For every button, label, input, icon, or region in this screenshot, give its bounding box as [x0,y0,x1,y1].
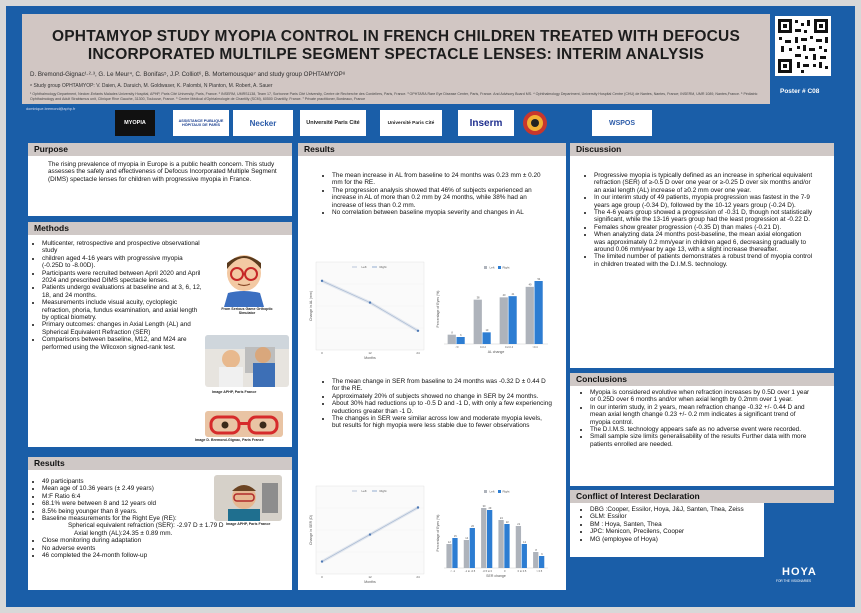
paris-cite-logo: Université Paris Cité [300,110,366,136]
ser-bar-chart [436,490,548,579]
x-tick-label: < -1 [450,570,455,573]
bar-right [508,296,516,344]
x-tick-label: 12 [368,351,372,355]
y-axis-label: Percentage of Eyes (%) [436,514,440,552]
list-item: • MG (employee of Hoya) [590,536,764,543]
x-tick-label: -1 to -0.5 [464,570,476,573]
x-tick-label: 0 [321,351,323,355]
al-line-chart [309,262,424,360]
y-axis-label: Percentage of Eyes (%) [436,290,440,328]
authors: D. Bremond-Gignac¹·²·³, G. Le Meur⁴, C. Bonifas⁵, J.P. Colliot⁶, B. Mortemousque⁷ and study group OPHTAMYOP⁸ [30,71,346,78]
results-ser-list [298,378,552,430]
results-left-list-2 [28,537,262,559]
child-glasses-illustration [214,249,274,307]
child-eyes-photo [205,411,283,437]
x-tick-label: <0 [455,346,459,349]
affiliations: ¹ Ophthalmology Department, Necker-Enfants Malades University Hospital, APHP, Paris Cité University, Paris, France. ² INSERM, UMRS1138, Team 17, Sorbonne Paris Cité University, Centre de Recherche des Cordeliers, Paris, France. ³ OPHTARA Rare Eye Disease Center, Paris, France. And Advisory Board MS. ⁴ Ophthalmology Department, University Hospital Centre (CHU) de Nantes, Nantes, France; INSERM, UMR 1089, Nantes,France. ⁵ Pédiatric Ophthalmology and Adult Strabismus unit, Clinique Rive Gauche, 31300, Toulouse, France. ⁶ Centre Médical d'Ophtalmologie de Chantilly (SCM), 60500 Chantilly, France. ⁷ Private practitioner, Bordeaux, France [30,92,758,101]
data-label: 8 [451,331,453,335]
list-item: • Participants were recruited between April 2020 and April 2024 and prescribed DIMS spectacle lenses. [42,270,202,285]
ser-charts [306,482,558,588]
data-point [417,330,419,332]
bar-left [500,297,508,344]
hoya-logo: HOYA [782,566,817,578]
list-item: • Patients undergo evaluations at baseline and at 3, 6, 12, 18, and 24 months. [42,284,202,299]
baseline-ser: Spherical equivalent refraction (SER): -2.97 D ± 1.79 D [68,522,224,530]
data-point [321,280,323,282]
legend-swatch [498,490,501,493]
ser-line-chart [309,486,424,584]
bar-right [487,510,492,568]
list-item: • Small sample size limits generalisability of the results Further data with more patients enrolled are needed. [590,433,812,448]
list-item: • Baseline measurements for the Right Eye (RE): [42,515,242,522]
purpose-heading: Purpose [28,143,292,156]
conclusions-heading: Conclusions [570,373,834,386]
caption-aphp-2: Image APHP, Paris France [226,522,271,526]
discussion-heading: Discussion [570,143,834,156]
y-axis-label: Change in SER (D) [309,515,313,545]
x-axis-label: AL change [487,350,505,354]
list-item: • Progressive myopia is typically defined as an increase in spherical equivalent refraction (SER) of ≥-0.5 D over one year or ≥-0.25 D over six months and/or an axial length (AL) increase of ≥0.2 mm over one year. [594,172,814,194]
list-item: • Primary outcomes: changes in Axial Length (AL) and Spherical Equivalent Refraction (SER) [42,321,202,336]
legend-right: Right [379,489,387,493]
list-item: • 68.1% were between 8 and 12 years old [42,500,242,507]
bar-right [470,528,475,568]
study-group: ⁸ Study group OPHTAMYOP: V. Daien, A. Daruich, M. Goldwaser, K. Palombi, N Pianton, M. Robert, A. Sauer [30,83,273,89]
bar-right [452,538,457,568]
data-label: 22 [505,520,509,524]
list-item: • When analyzing data 24 months post-baseline, the mean axial elongation was approximately 0.2 mm/year in children aged 6, decreasing gradually to around 0.06 mm/year by age 13, with a slight increase thereafter. [594,231,814,253]
page-title [22,28,770,64]
data-point [417,506,419,508]
coi-list [570,503,764,543]
list-item: • 8.5% being younger than 8 years. [42,508,242,515]
myopia-logo: MYOPIA [115,110,155,136]
al-charts [306,258,558,364]
list-item: • The limited number of patients demonstrates a robust trend of myopia control in children treated with the D.I.M.S. technology. [594,253,814,268]
list-item: • The mean change in SER from baseline to 24 months was -0.32 D ± 0.44 D for the RE. [332,378,552,393]
data-label: 38 [476,296,480,300]
bar-left [533,552,538,568]
discussion-panel [570,156,834,368]
x-axis-label: SER change [486,574,506,578]
bar-left [516,526,521,568]
data-label: 14 [465,536,469,540]
data-label: 49 [528,283,532,287]
list-item: • BM : Hoya, Santen, Thea [590,521,764,528]
x-tick-label: 0.2-0.4 [504,346,514,349]
header-panel [22,14,770,104]
x-tick-label: 24 [416,575,420,579]
list-item: • About 30% had reductions up to -0.5 D and -1 D, with only a few experiencing reductions greater than -1 D. [332,400,552,415]
data-label: 8 [535,548,537,552]
bar-left [526,287,534,344]
data-label: 20 [471,524,475,528]
data-label: 10 [485,329,489,333]
list-item: • children aged 4-16 years with progressive myopia (-0.25D to -8.00D). [42,255,202,270]
discussion-list [570,156,814,268]
bar-right [456,337,464,344]
aphp-logo: ASSISTANCE PUBLIQUE HÔPITAUX DE PARIS [173,110,229,136]
inserm-logo: Inserm [458,110,514,136]
legend-label: Right [502,489,510,494]
data-point [369,301,371,303]
legend-swatch [484,490,487,493]
coi-heading: Conflict of Interest Declaration [570,490,834,503]
bar-left [474,300,482,344]
conclusions-list [570,386,812,448]
list-item: • DBG :Cooper, Essilor, Hoya, J&J, Santen, Thea, Zeiss [590,506,764,513]
x-tick-label: >0.4 [532,346,538,349]
list-item: • Measurements include visual acuity, cycloplegic refraction, phoria, fundus examination, and axial length by optical biometry. [42,299,202,321]
list-item: • Females show greater progression (-0.35 D) than males (-0.21 D). [594,224,814,231]
list-item: • The D.I.M.S. technology appears safe as no adverse event were recorded. [590,426,812,433]
legend-right: Right [379,265,387,269]
caption-bremond: Image D. Bremond-Gignac, Paris France [195,438,264,442]
necker-logo: Necker [233,110,293,136]
data-label: 29 [488,506,492,510]
list-item: • The changes in SER were similar across low and moderate myopia levels, but results for high myopia were less stable due to fewer observations [332,415,552,430]
qr-code-icon[interactable] [775,16,831,76]
data-point [369,533,371,535]
list-item: • Comparisons between baseline, M12, and M24 are performed using the Wilcoxon signed-rank test. [42,336,202,351]
x-tick-label: 0 to 0.5 [517,570,527,573]
methods-panel [28,235,292,447]
legend-swatch [498,266,501,269]
caption-serious-game: From Serious Game Orthoptic Simulator [221,307,273,315]
list-item: • GLM: Essilor [590,513,764,520]
data-label: 41 [511,292,515,296]
bar-right [539,556,544,568]
wspos-logo: WSPOS [592,110,652,136]
y-axis-label: Change in AL (mm) [309,290,313,322]
list-item: • 49 participants [42,478,242,485]
list-item: • 46 completed the 24-month follow-up [42,552,262,559]
contact-email[interactable]: dominique.bremond@aphp.fr [26,107,76,111]
data-label: 24 [499,516,503,520]
bar-left [446,544,451,568]
purpose-panel [28,156,292,216]
results-center-panel [298,156,566,590]
child-exam-photo [214,475,282,521]
results-center-heading: Results [298,143,566,156]
bar-right [522,544,527,568]
legend-label: Left [489,265,495,270]
methods-heading: Methods [28,222,292,235]
list-item: • In our interim study, in 2 years, mean refraction change -0.32 +/- 0.44 D and mean axial length change 0.23 +/- 0.2 mm indicates a significant trend of myopia control. [590,404,812,426]
legend-label: Left [489,489,495,494]
x-tick-label: 0 [321,575,323,579]
list-item: • Close monitoring during adaptation [42,537,262,544]
x-tick-label: 12 [368,575,372,579]
list-item: • Multicenter, retrospective and prospective observational study [42,240,202,255]
list-item: • In our interim study of 49 patients, myopia progression was fastest in the 7-9 years age group (-0.34 D), followed by the 10-12 years group (-0.24 D). [594,194,814,209]
data-label: 30 [482,504,486,508]
bar-left [498,520,503,568]
x-tick-label: 0-0.2 [480,346,486,349]
legend-left: Left [361,265,367,269]
x-axis-label: Months [364,580,376,584]
bar-right [534,281,542,344]
results-al-list [298,156,552,216]
data-label: 12 [447,540,451,544]
x-tick-label: > 0.5 [536,570,543,573]
list-item: • Myopia is considered evolutive when refraction increases by 0.5D over 1 year or 0.25D over 6 months and/or when axial length by 0.2mm over 1 year. [590,389,812,404]
results-left-list [28,470,242,522]
data-label: 12 [523,540,527,544]
conclusions-panel [570,386,834,486]
list-item: • JPC: Menicon, Precilens, Cooper [590,528,764,535]
coi-panel [570,503,764,557]
list-item: • No correlation between baseline myopia severity and changes in AL [332,209,552,216]
al-bar-chart [436,266,548,355]
list-item: • No adverse events [42,545,262,552]
bar-right [504,524,509,568]
x-tick-label: 0 [503,570,506,573]
x-axis-label: Months [364,356,376,360]
legend-label: Right [502,265,510,270]
title-line-1: OPHTAMYOP STUDY MYOPIA CONTROL IN FRENCH CHILDREN TREATED WITH DEFOCUS [52,28,740,45]
legend-swatch [484,266,487,269]
list-item: • The mean increase in AL from baseline to 24 months was 0.23 mm ± 0.20 mm for the RE. [332,172,552,187]
data-label: 54 [537,277,541,281]
list-item: • The 4-6 years group showed a progression of -0.31 D, though not statistically significant, while the 13-16 years group had the least progression at -0.22 D. [594,209,814,224]
clinic-exam-photo [205,335,289,387]
hoya-tagline: FOR THE VISIONARIES [776,579,812,583]
title-line-2: INCORPORATED MULTILPE SEGMENT SPECTACLE LENSES: INTERIM ANALYSIS [87,46,705,63]
results-left-heading: Results [28,457,292,470]
baseline-al: Axial length (AL):24.35 ± 0.89 mm. [74,529,173,537]
x-tick-label: -0.5 to 0 [482,570,493,573]
data-label: 21 [517,522,521,526]
universite-logo: Université Paris Cité [380,110,442,136]
bar-right [482,332,490,344]
poster-number: Poster # C08 [780,88,820,95]
x-tick-label: 24 [416,351,420,355]
caption-aphp-1: Image APHP, Paris France [212,390,257,394]
bar-left [464,540,469,568]
data-label: 40 [502,294,506,298]
list-item: • Mean age of 10.36 years (± 2.49 years) [42,485,242,492]
data-point [321,560,323,562]
purpose-text: The rising prevalence of myopia in Europe is a public health concern. This study assesses the safety and effectiveness of Defocus Incorporated Multiple Segment (DIMS) spectacle lenses for children with progressive myopia in France. [48,161,277,183]
bar-left [448,335,456,344]
list-item: • Approximately 20% of subjects showed no change in SER by 24 months. [332,393,552,400]
bar-left [481,508,486,568]
legend-left: Left [361,489,367,493]
results-left-panel [28,470,292,590]
data-label: 6 [460,333,462,337]
data-label: 6 [541,552,543,556]
list-item: • M:F Ratio 6:4 [42,493,242,500]
list-item: • The progression analysis showed that 46% of subjects experienced an increase in AL of more than 0.2 mm by 24 months, while 38% had an increase of less than 0.2 mm. [332,187,552,209]
data-label: 15 [453,534,457,538]
ophtara-logo [522,110,548,136]
methods-list [28,235,202,351]
